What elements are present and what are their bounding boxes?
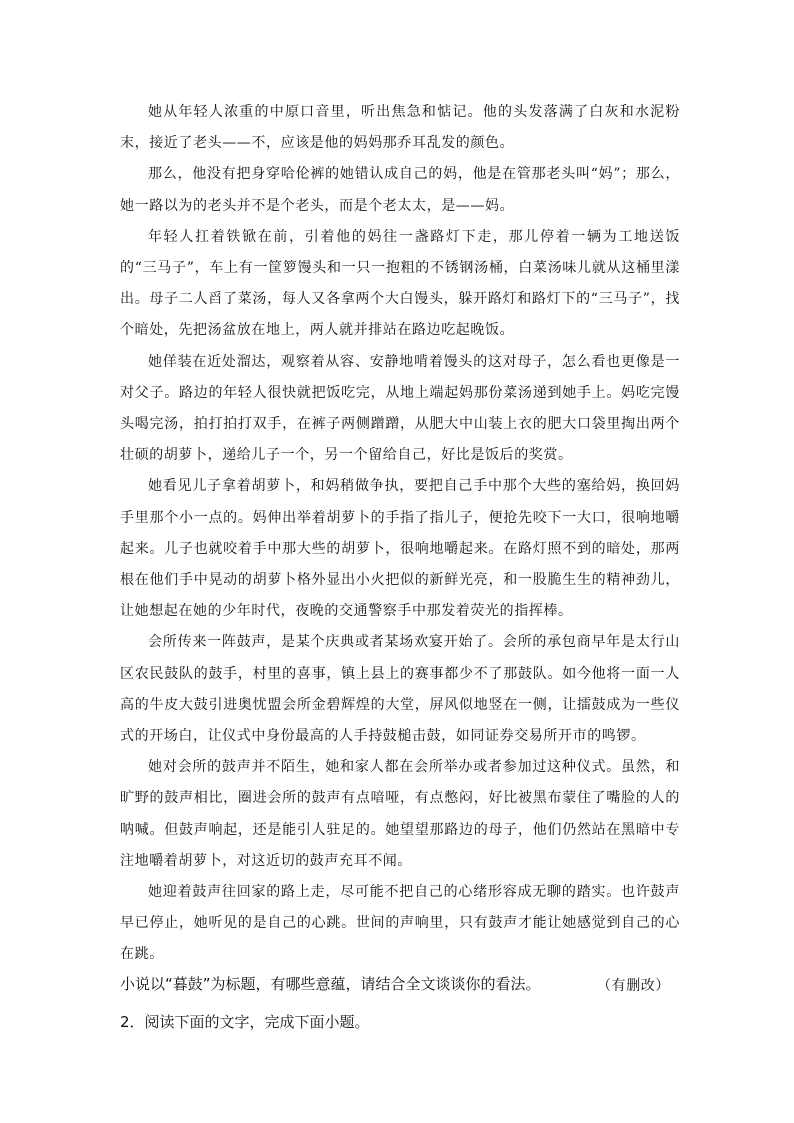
- passage-paragraph-3: 年轻人扛着铁锨在前，引着他的妈往一盏路灯下走，那儿停着一辆为工地送饭的“三马子”，车上有一筐箩馒头和一只一抱粗的不锈钢汤桶，白菜汤味儿就从这桶里漾出。母子二人舀了菜汤，每人又各拿两个大白馒头，躲开路灯和路灯下的“三马子”，找个暗处，先把汤盆放在地上，两人就并排站在路边吃起晚饭。: [120, 228, 680, 339]
- story-passage: [120, 97, 680, 1002]
- passage-attribution: （有删改）: [597, 977, 670, 994]
- passage-paragraph-8: 她迎着鼓声往回家的路上走，尽可能不把自己的心绪形容成无聊的踏实。也许鼓声早已停止，她听见的是自己的心跳。世间的声响里，只有鼓声才能让她感觉到自己的心在跳。: [120, 884, 680, 963]
- passage-paragraph-2: 那么，他没有把身穿哈伦裤的她错认成自己的妈，他是在管那老头叫“妈”；那么，她一路以为的老头并不是个老头，而是个老太太，是——妈。: [120, 166, 680, 214]
- passage-paragraph-4: 她佯装在近处溜达，观察着从容、安静地啃着馒头的这对母子，怎么看也更像是一对父子。路边的年轻人很快就把饭吃完，从地上端起妈那份菜汤递到她手上。妈吃完馒头喝完汤，拍打拍打双手，在裤子两侧蹭蹭，从肥大中山装上衣的肥大口袋里掏出两个壮硕的胡萝卜，递给儿子一个，另一个留给自己，好比是饭后的奖赏。: [120, 353, 680, 464]
- passage-paragraph-1: 她从年轻人浓重的中原口音里，听出焦急和惦记。他的头发落满了白灰和水泥粉末，接近了老头——不，应该是他的妈妈那乔耳乱发的颜色。: [120, 104, 680, 152]
- question-prompt: 小说以“暮鼓”为标题，有哪些意蕴，请结合全文谈谈你的看法。: [120, 975, 541, 993]
- passage-paragraph-6: 会所传来一阵鼓声，是某个庆典或者某场欢宴开始了。会所的承包商早年是太行山区农民鼓队的鼓手，村里的喜事，镇上县上的赛事都少不了那鼓队。如今他将一面一人高的牛皮大鼓引进奥忧盟会所金碧辉煌的大堂，屏风似地竖在一侧，让擂鼓成为一些仪式的开场白，让仪式中身份最高的人手持鼓槌击鼓，如同证券交易所开市的鸣锣。: [120, 634, 680, 745]
- next-question-heading: 2．阅读下面的文字，完成下面小题。: [120, 1013, 370, 1031]
- passage-paragraph-5: 她看见儿子拿着胡萝卜，和妈稍做争执，要把自己手中那个大些的塞给妈，换回妈手里那个小一点的。妈伸出举着胡萝卜的手指了指儿子，便抢先咬下一大口，很响地嚼起来。儿子也就咬着手中那大些的胡萝卜，很响地嚼起来。在路灯照不到的暗处，那两根在他们手中晃动的胡萝卜格外显出小火把似的新鲜光亮，和一股脆生生的精神劲儿，让她想起在她的少年时代，夜晚的交通警察手中那发着荧光的指挥棒。: [120, 478, 680, 620]
- passage-paragraph-7: 她对会所的鼓声并不陌生，她和家人都在会所举办或者参加过这种仪式。虽然，和旷野的鼓声相比，圈进会所的鼓声有点喑哑，有点憋闷，好比被黑布蒙住了嘴脸的人的呐喊。但鼓声响起，还是能引人驻足的。她望望那路边的母子，他们仍然站在黑暗中专注地嚼着胡萝卜，对这近切的鼓声充耳不闻。: [120, 759, 680, 869]
